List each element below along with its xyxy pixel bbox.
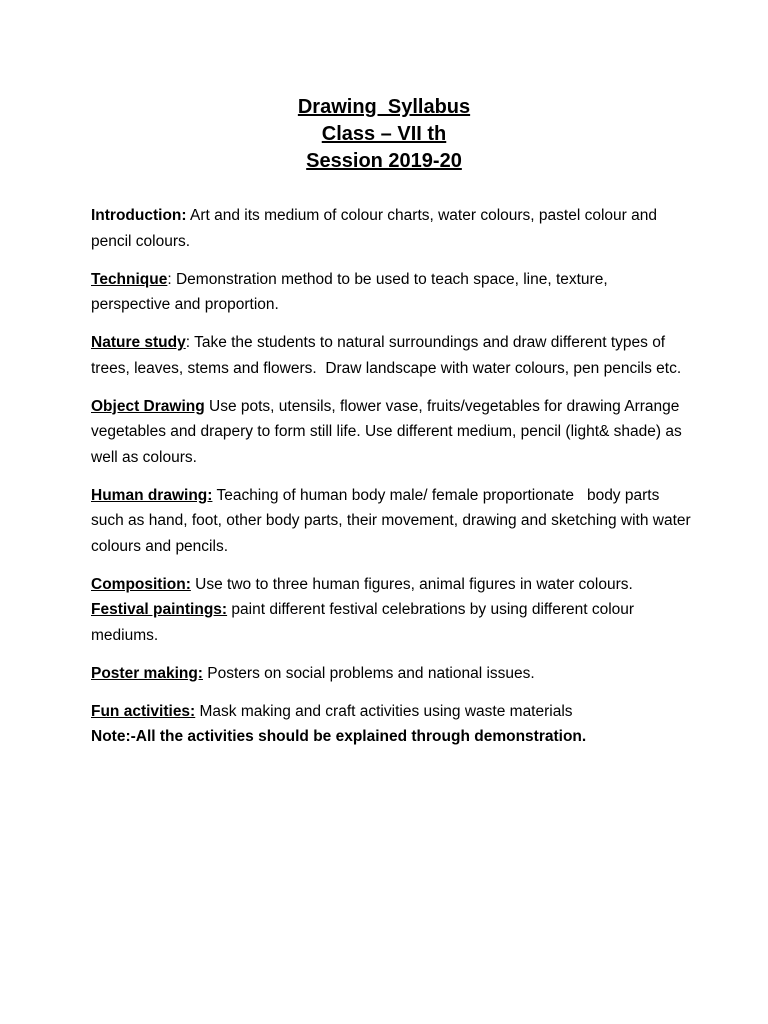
nature-study-label: Nature study	[91, 334, 186, 351]
composition-label: Composition:	[91, 575, 191, 593]
poster-making-label: Poster making:	[91, 664, 203, 682]
festival-paintings-paragraph	[91, 597, 691, 648]
technique-paragraph	[91, 267, 691, 318]
class-heading: Class – VII th	[321, 123, 447, 145]
object-drawing-paragraph	[91, 394, 691, 471]
fun-activities-label: Fun activities:	[91, 702, 196, 720]
introduction-paragraph	[91, 203, 691, 254]
poster-making-paragraph	[91, 661, 691, 687]
fun-activities-paragraph	[91, 699, 691, 725]
object-drawing-text: Use pots, utensils, flower vase, fruits/vegetables for drawing Arrange vegetables and drapery to form still life. Use different medium, pencil (light& shade) as well as colours.	[91, 397, 682, 466]
poster-making-text: Posters on social problems and national issues.	[202, 664, 535, 682]
page-title: Drawing Syllabus	[297, 96, 471, 118]
technique-text: : Demonstration method to be used to teach space, line, texture, perspective and proportion.	[91, 270, 608, 313]
fun-activities-text: Mask making and craft activities using waste materials	[195, 702, 573, 720]
session-heading: Session 2019-20	[306, 150, 462, 172]
introduction-text: Art and its medium of colour charts, water colours, pastel colour and pencil colours.	[91, 207, 657, 250]
festival-paintings-text: paint different festival celebrations by using different colour mediums.	[91, 601, 635, 644]
festival-paintings-label: Festival paintings:	[91, 601, 228, 618]
note-paragraph: Note:-All the activities should be explained through demonstration.	[91, 728, 587, 745]
technique-label: Technique	[91, 270, 168, 288]
title-block	[0, 94, 768, 175]
human-drawing-paragraph	[91, 483, 695, 560]
object-drawing-label: Object Drawing	[91, 397, 205, 415]
human-drawing-text: Teaching of human body male/ female proportionate body parts such as hand, foot, other body parts, their movement, drawing and sketching with water colours and pencils.	[91, 486, 695, 555]
nature-study-paragraph	[91, 330, 691, 381]
nature-study-text: : Take the students to natural surroundings and draw different types of trees, leaves, stems and flowers. Draw landscape with water colours, pen pencils etc.	[91, 334, 682, 377]
syllabus-content	[91, 203, 695, 762]
composition-text: Use two to three human figures, animal figures in water colours.	[190, 575, 633, 593]
composition-paragraph	[91, 572, 691, 598]
human-drawing-label: Human drawing:	[91, 486, 213, 504]
introduction-label: Introduction:	[91, 207, 187, 224]
